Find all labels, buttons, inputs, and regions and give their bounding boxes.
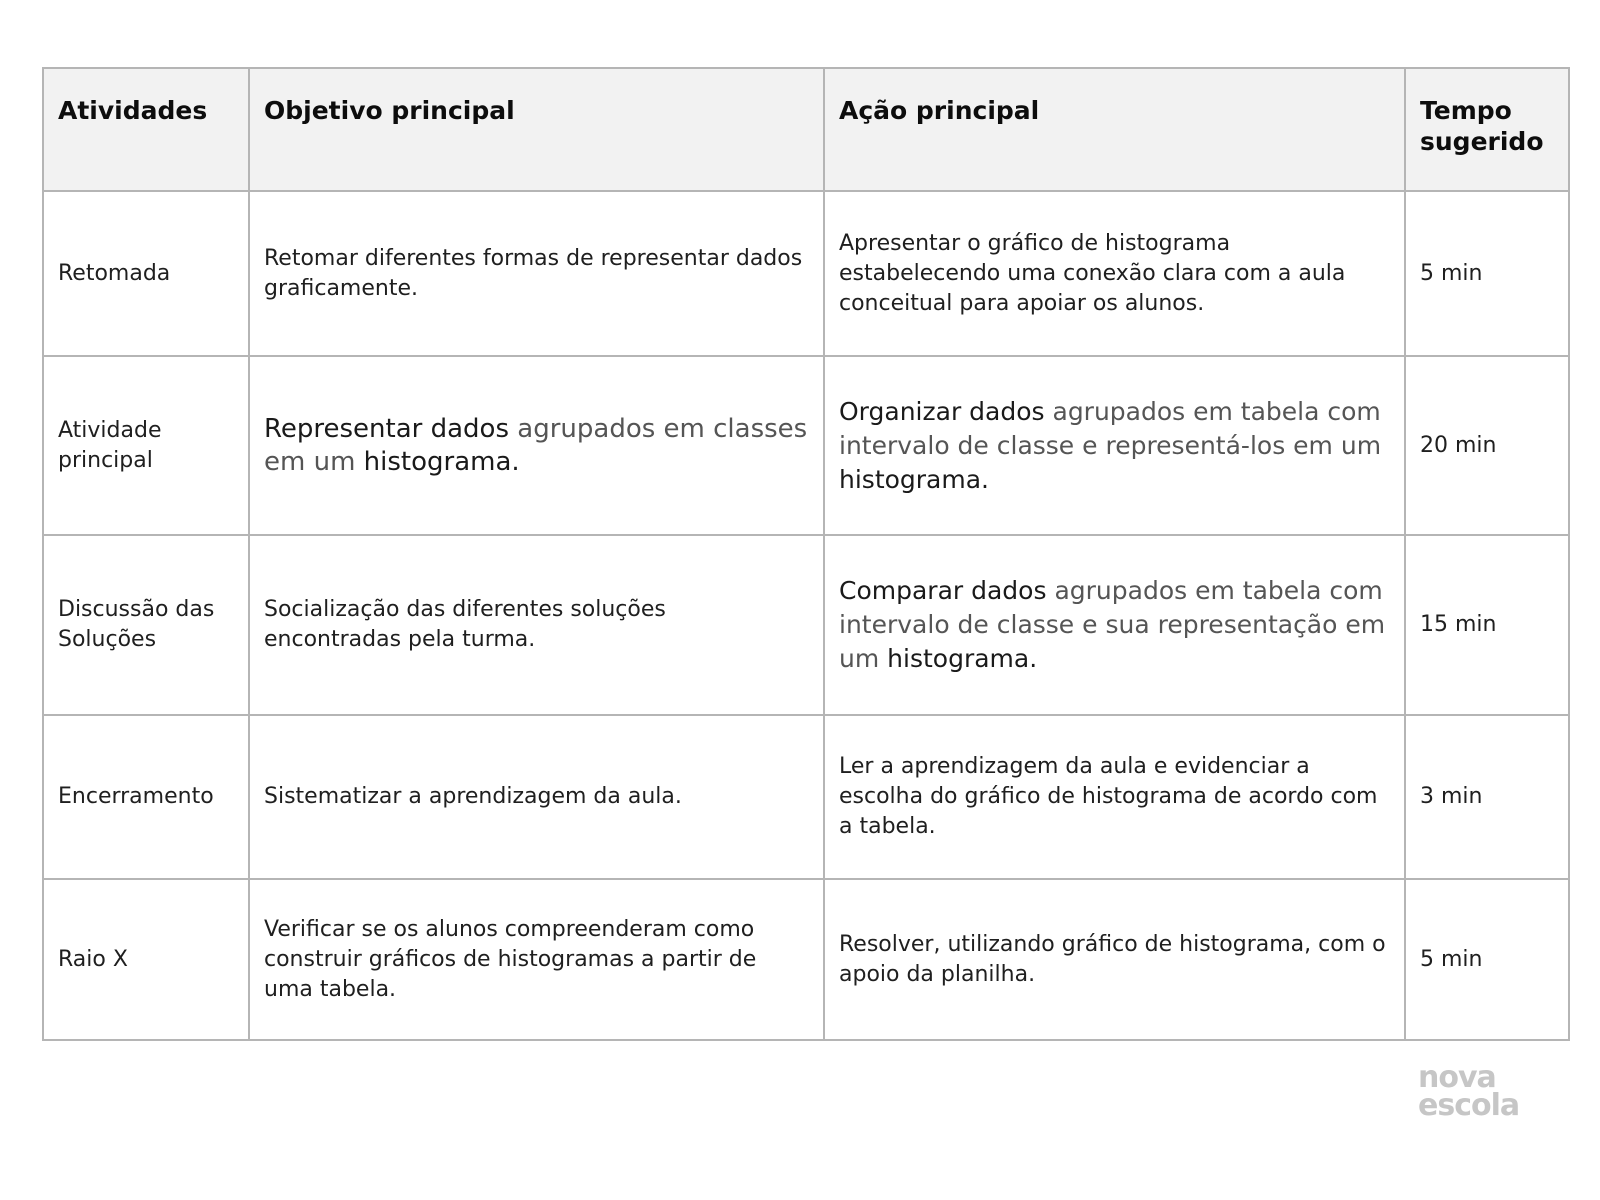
logo-line-1: nova	[1418, 1060, 1496, 1095]
header-tempo: Tempo sugerido	[1405, 68, 1569, 191]
cell-objetivo: Retomar diferentes formas de representar dados graficamente.	[249, 191, 824, 356]
table-row	[43, 879, 1569, 1040]
cell-tempo: 5 min	[1405, 191, 1569, 356]
cell-tempo: 20 min	[1405, 356, 1569, 535]
table-row	[43, 191, 1569, 356]
nova-escola-logo	[1418, 1060, 1548, 1123]
header-acao: Ação principal	[824, 68, 1405, 191]
cell-atividade: Atividade principal	[43, 356, 249, 535]
acao-part-1: Organizar dados	[839, 396, 1045, 426]
cell-tempo: 15 min	[1405, 535, 1569, 715]
acao-part-2: agrupados em tabela com intervalo de classe e sua representação em um	[839, 576, 1386, 673]
cell-acao	[824, 356, 1405, 535]
cell-acao: Apresentar o gráfico de histograma estabelecendo uma conexão clara com a aula conceitual para apoiar os alunos.	[824, 191, 1405, 356]
cell-objetivo: Socialização das diferentes soluções encontradas pela turma.	[249, 535, 824, 715]
acao-part-2: agrupados em tabela com intervalo de classe e representá-los em um	[839, 396, 1382, 460]
cell-objetivo	[249, 356, 824, 535]
cell-acao: Resolver, utilizando gráfico de histograma, com o apoio da planilha.	[824, 879, 1405, 1040]
cell-atividade: Discussão das Soluções	[43, 535, 249, 715]
cell-atividade: Encerramento	[43, 715, 249, 879]
cell-objetivo: Verificar se os alunos compreenderam como construir gráficos de histogramas a partir de uma tabela.	[249, 879, 824, 1040]
table-body	[43, 191, 1569, 1040]
header-atividades: Atividades	[43, 68, 249, 191]
table-row	[43, 715, 1569, 879]
cell-objetivo: Sistematizar a aprendizagem da aula.	[249, 715, 824, 879]
cell-acao: Ler a aprendizagem da aula e evidenciar a escolha do gráfico de histograma de acordo com a tabela.	[824, 715, 1405, 879]
cell-atividade: Retomada	[43, 191, 249, 356]
objetivo-part-1: Representar dados	[264, 413, 510, 444]
lesson-plan-table	[42, 67, 1570, 1041]
cell-tempo: 5 min	[1405, 879, 1569, 1040]
cell-acao	[824, 535, 1405, 715]
cell-atividade: Raio X	[43, 879, 249, 1040]
objetivo-part-3: histograma.	[363, 446, 520, 477]
header-row	[43, 68, 1569, 191]
table-header	[43, 68, 1569, 191]
logo-line-2: escola	[1418, 1088, 1520, 1123]
header-objetivo: Objetivo principal	[249, 68, 824, 191]
acao-part-1: Comparar dados	[839, 576, 1047, 605]
table-row	[43, 356, 1569, 535]
acao-part-3: histograma.	[887, 644, 1038, 673]
acao-part-3: histograma.	[839, 464, 989, 494]
objetivo-part-2: agrupados em classes em um	[264, 413, 808, 477]
cell-tempo: 3 min	[1405, 715, 1569, 879]
table-row	[43, 535, 1569, 715]
